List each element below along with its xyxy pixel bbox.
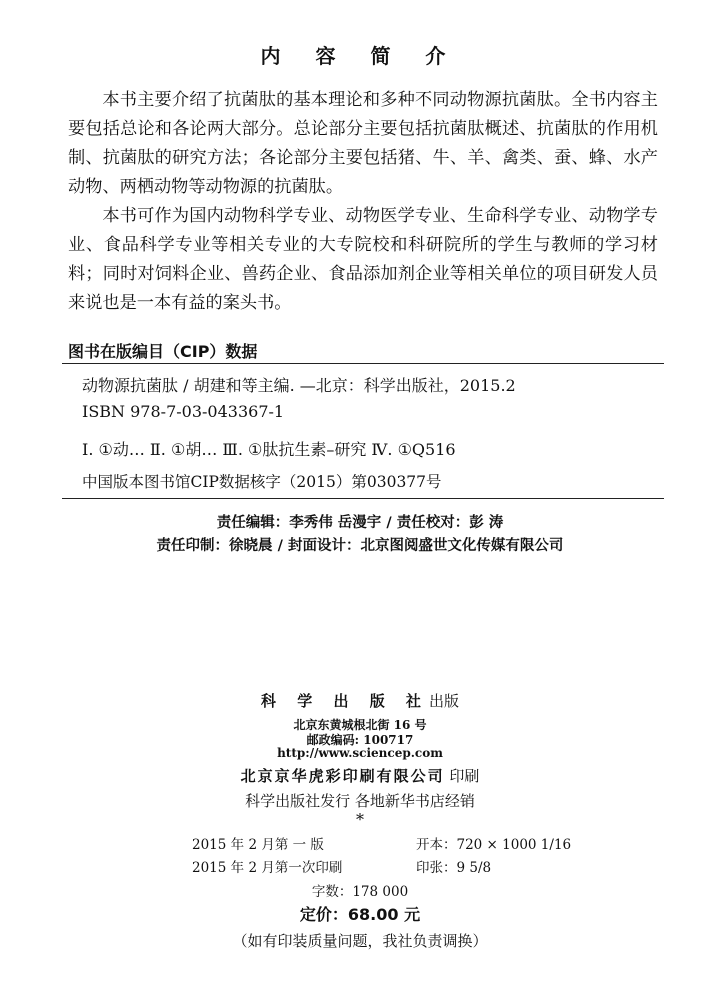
publisher-postcode: 邮政编码: 100717	[306, 733, 414, 747]
cip-isbn: ISBN 978-7-03-043367-1	[82, 402, 285, 421]
sheets: 印张：9 5/8	[416, 860, 492, 876]
cip-classification: Ⅰ. ①动… Ⅱ. ①胡… Ⅲ. ①肽抗生素–研究 Ⅳ. ①Q516	[82, 440, 456, 459]
format: 开本：720 × 1000 1/16	[416, 837, 572, 853]
publisher-line	[0, 690, 720, 711]
divider	[62, 363, 664, 364]
page-title: 内 容 简 介	[260, 44, 460, 68]
editor-credits: 责任编辑：李秀伟 岳漫宇 / 责任校对：彭 涛	[216, 515, 504, 531]
summary-paragraph: 本书可作为国内动物科学专业、动物医学专业、生命科学专业、动物学专业、食品科学专业等相关专业的大专院校和科研院所的学生与教师的学习材料；同时对饲料企业、兽药企业、食品添加剂企业等相关单位的项目研发人员来说也是一本有益的案头书。	[68, 206, 658, 313]
publisher-suffix: 出版	[428, 692, 459, 710]
printer-suffix: 印刷	[449, 767, 480, 785]
publisher-address: 北京东黄城根北街 16 号	[293, 718, 427, 732]
printing-date: 2015 年 2 月第一次印刷	[192, 860, 343, 876]
cip-header: 图书在版编目（CIP）数据	[68, 342, 258, 361]
cip-title-line: 动物源抗菌肽 / 胡建和等主编. —北京：科学出版社，2015.2	[82, 376, 516, 395]
printer-line	[0, 765, 720, 786]
printing-row	[192, 856, 492, 876]
summary-text	[68, 86, 658, 318]
publisher-name: 科 学 出 版 社	[261, 692, 429, 710]
printer-name: 北京京华虎彩印刷有限公司	[240, 767, 445, 785]
quality-notice: （如有印装质量问题，我社负责调换）	[232, 932, 488, 950]
word-count: 字数：178 000	[311, 884, 409, 900]
production-credits: 责任印制：徐晓晨 / 封面设计：北京图阅盛世文化传媒有限公司	[156, 538, 564, 554]
separator-star: *	[356, 810, 364, 829]
cip-library-note: 中国版本图书馆CIP数据核字（2015）第030377号	[82, 473, 442, 491]
divider	[62, 498, 664, 499]
publisher-url: http://www.sciencep.com	[277, 746, 443, 760]
price: 定价：68.00 元	[299, 905, 421, 924]
summary-paragraph: 本书主要介绍了抗菌肽的基本理论和多种不同动物源抗菌肽。全书内容主要包括总论和各论两大部分。总论部分主要包括抗菌肽概述、抗菌肽的作用机制、抗菌肽的研究方法；各论部分主要包括猪、牛、羊、禽类、蚕、蜂、水产动物、两栖动物等动物源的抗菌肽。	[68, 90, 658, 197]
distribution: 科学出版社发行 各地新华书店经销	[245, 792, 475, 810]
edition-date: 2015 年 2 月第 一 版	[192, 837, 324, 853]
edition-row	[192, 833, 572, 853]
